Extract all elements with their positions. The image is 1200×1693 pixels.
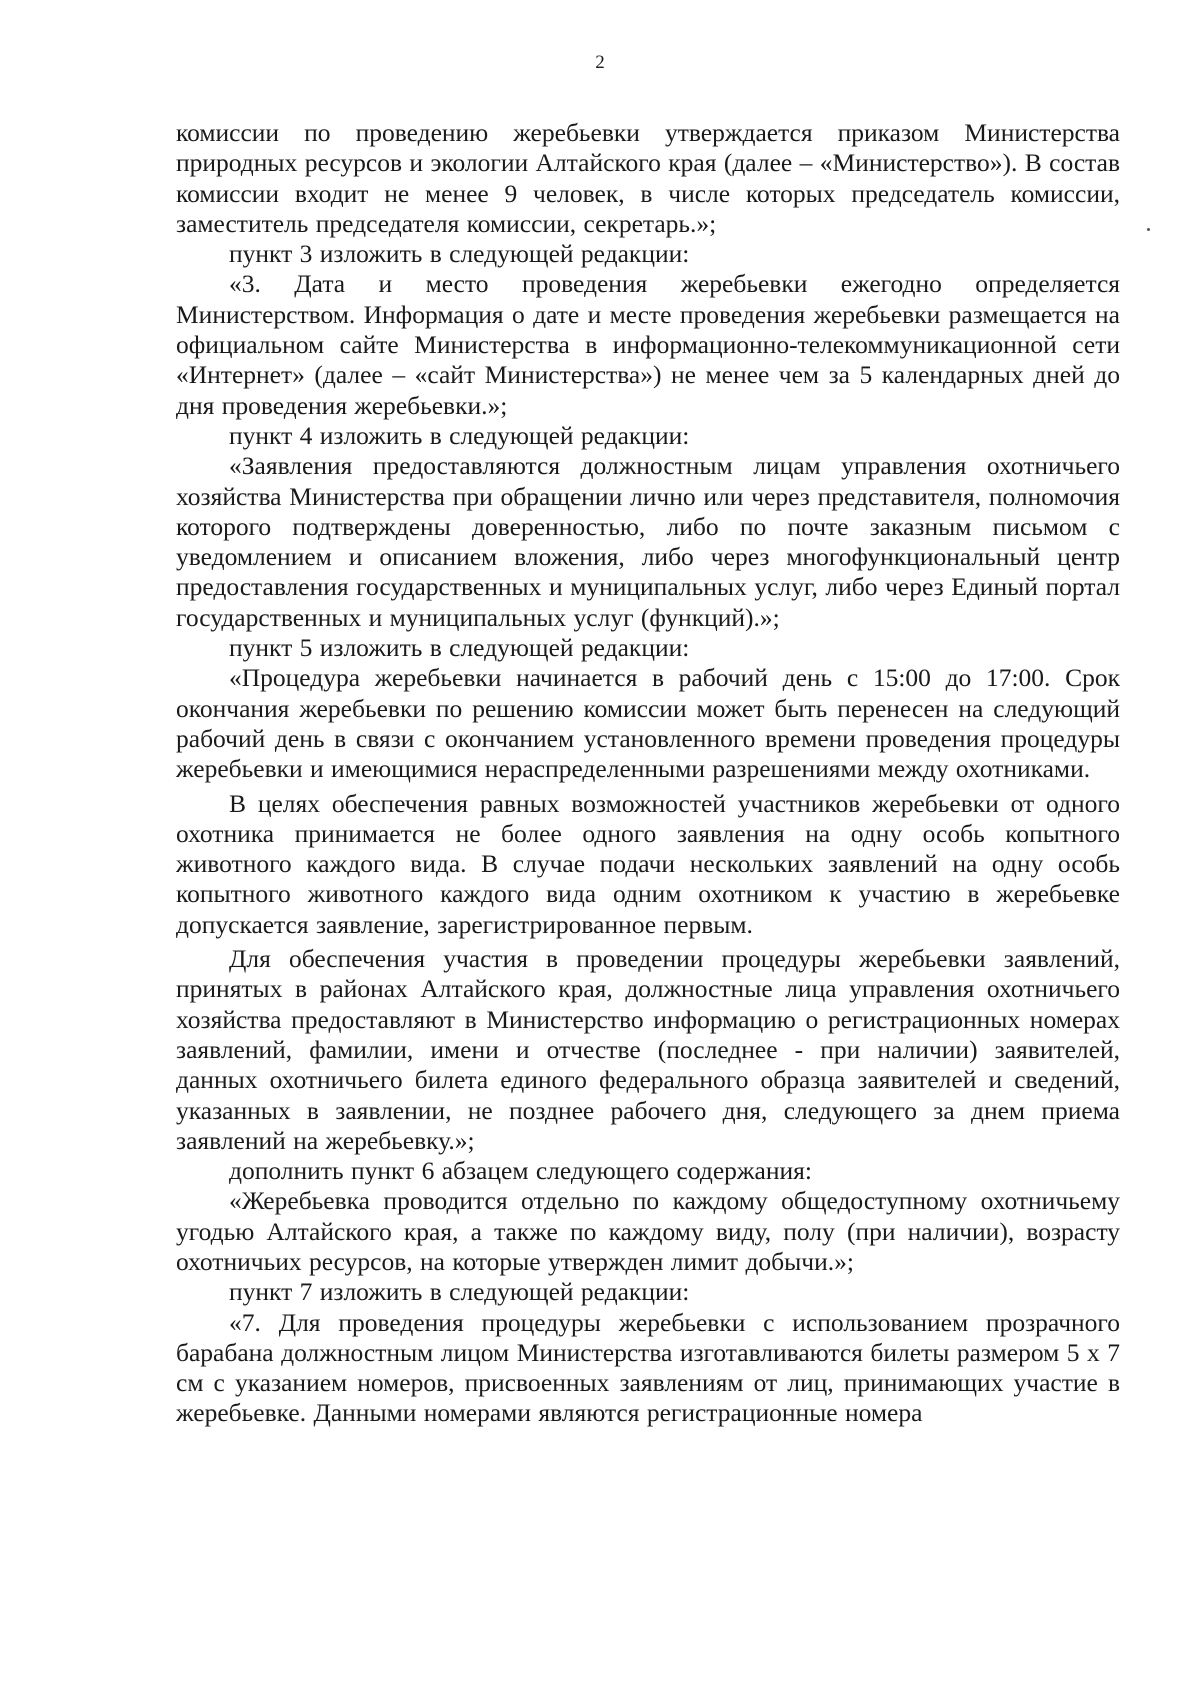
paragraph-point-7-text: «7. Для проведения процедуры жеребьевки с использованием прозрачного барабана должностным лицом Министерства изготавливаются билеты размером 5 х 7 см с указанием номеров, присвоенных заявлениям от лиц, принимающих участие в жеребьевке. Данными номерами являются регистрационные номера	[176, 1307, 1120, 1428]
paragraph-point-6-heading: дополнить пункт 6 абзацем следующего содержания:	[229, 1156, 812, 1186]
paragraph-point-5-equal-opportunities: В целях обеспечения равных возможностей участников жеребьевки от одного охотника принимается не более одного заявления на одну особь копытного животного каждого вида. В случае подачи нескольких заявлений на одну особь копытного животного каждого вида одним охотником к участию в жеребьевке допускается заявление, зарегистрированное первым.	[176, 788, 1120, 939]
document-body	[176, 118, 1120, 1429]
page-number: 2	[595, 52, 605, 73]
paragraph-point-4-text: «Заявления предоставляются должностным лицам управления охотничьего хозяйства Министерства при обращении лично или через представителя, полномочия которого подтверждены доверенностью, либо по почте заказным письмом с уведомлением и описанием вложения, либо через многофункциональный центр предоставления государственных и муниципальных услуг, либо через Единый портал государственных и муниципальных услуг (функций).»;	[176, 451, 1120, 632]
paragraph-point-6-text: «Жеребьевка проводится отдельно по каждому общедоступному охотничьему угодью Алтайского края, а также по каждому виду, полу (при наличии), возрасту охотничьих ресурсов, на которые утвержден лимит добычи.»;	[176, 1186, 1120, 1276]
paragraph-point-3-heading: пункт 3 изложить в следующей редакции:	[229, 239, 690, 269]
paragraph-point-4-heading: пункт 4 изложить в следующей редакции:	[229, 420, 690, 450]
scan-speck	[1147, 228, 1150, 231]
paragraph-point-5-heading: пункт 5 изложить в следующей редакции:	[229, 633, 690, 663]
paragraph-point-5-procedure: «Процедура жеребьевки начинается в рабочий день с 15:00 до 17:00. Срок окончания жеребьевки по решению комиссии может быть перенесен на следующий рабочий день в связи с окончанием установленного времени проведения процедуры жеребьевки и имеющимися нераспределенными разрешениями между охотниками.	[176, 663, 1120, 784]
paragraph-point-3-text: «3. Дата и место проведения жеребьевки ежегодно определяется Министерством. Информация о дате и месте проведения жеребьевки размещается на официальном сайте Министерства в информационно-телекоммуникационной сети «Интернет» (далее – «сайт Министерства») не менее чем за 5 календарных дней до дня проведения жеребьевки.»;	[176, 269, 1120, 420]
paragraph-point-5-district-applications: Для обеспечения участия в проведении процедуры жеребьевки заявлений, принятых в районах Алтайского края, должностные лица управления охотничьего хозяйства предоставляют в Министерство информацию о регистрационных номерах заявлений, фамилии, имени и отчестве (последнее - при наличии) заявителей, данных охотничьего билета единого федерального образца заявителей и сведений, указанных в заявлении, не позднее рабочего дня, следующего за днем приема заявлений на жеребьевку.»;	[176, 944, 1120, 1155]
paragraph-commission-composition: комиссии по проведению жеребьевки утверждается приказом Министерства природных ресурсов и экологии Алтайского края (далее – «Министерство»). В состав комиссии входит не менее 9 человек, в числе которых председатель комиссии, заместитель председателя комиссии, секретарь.»;	[176, 118, 1120, 238]
paragraph-point-7-heading: пункт 7 изложить в следующей редакции:	[229, 1277, 690, 1307]
